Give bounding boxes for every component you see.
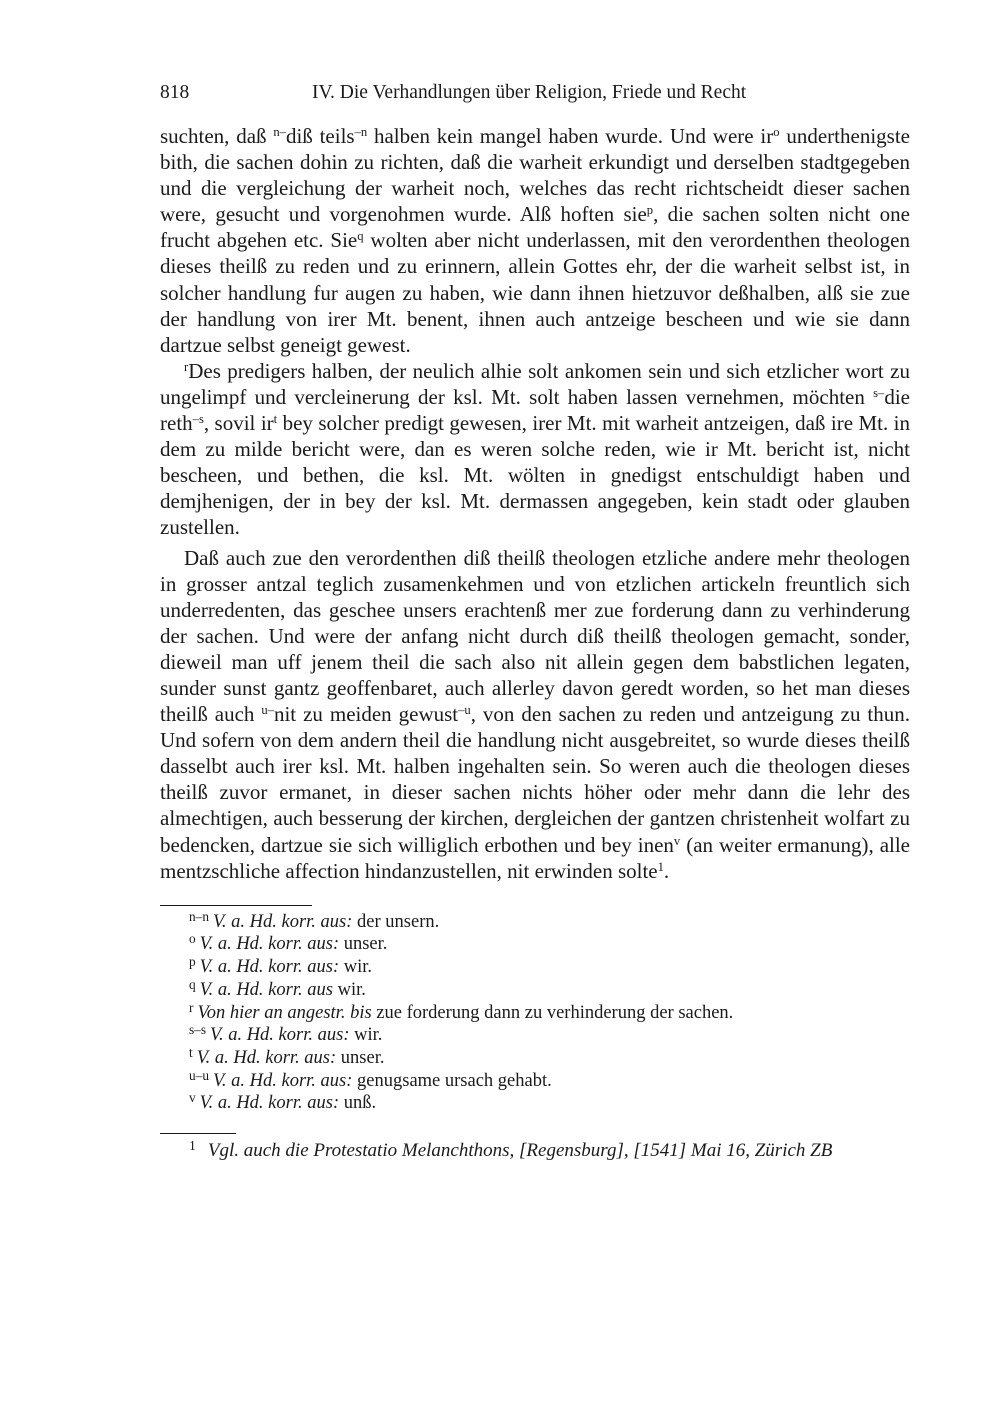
footnote (160, 1139, 910, 1163)
apparatus-marker: q (357, 229, 364, 244)
note-marker: p (189, 954, 196, 970)
text-run: (an weiter ermanung), alle mentzschliche affection hindanzustellen, nit erwinden solte (160, 832, 910, 883)
apparatus-marker: v (673, 833, 681, 848)
text-run: nit zu meiden gewust (273, 702, 459, 727)
apparatus-note (189, 933, 910, 956)
paragraph-2 (160, 358, 910, 541)
note-text: unser. (339, 934, 388, 955)
apparatus-marker: r (184, 359, 189, 374)
note-text: genugsame ursach gehabt. (352, 1070, 552, 1091)
note-italic: V. a. Hd. korr. aus: (199, 1093, 340, 1114)
note-marker: r (189, 999, 194, 1015)
note-text: unser. (336, 1047, 385, 1068)
paragraph-3 (160, 545, 910, 884)
apparatus-marker: s– (873, 386, 885, 401)
apparatus-divider (160, 905, 312, 906)
note-text: der unsern. (352, 911, 440, 932)
note-italic: V. a. Hd. korr. aus: (196, 1047, 337, 1068)
apparatus-marker: t (273, 412, 278, 427)
text-apparatus (160, 908, 910, 1115)
note-marker: u–u (189, 1067, 209, 1083)
text-run: Daß auch zue den verordenthen diß theilß theologen etzliche andere mehr theologen in grosser antzal teglich zusamenkehmen und von etzlichen artickeln freuntlich sich underredenten, das geschee unsers erachtenß mer zue forderung dann zu verhinderung der sachen. Und were der anfang nicht durch diß theilß theologen gemacht, sonder, dieweil man uff jenem theil die sach also nit allein gegen dem babstlichen legaten, sunder sunst gantz geoffenbaret, auch allerley davon geredt worden, so het man dieses theilß auch (160, 545, 910, 727)
note-text: wir. (339, 957, 372, 978)
text-run: , von den sachen zu reden und antzeigung zu thun. Und sofern von dem andern theil die handlung nicht ausgebreitet, so wurde dieses theilß dasselbt auch irer ksl. Mt. halben ingehalten sein. So weren auch die theologen dieses theilß zuvor ermanet, in dieser sachen nichts höher oder mehr dann die lehr des almechtigen, auch besserung der kirchen, dergleichen der gantzen christenheit wolfart zu bedencken, dartzue sie sich williglich erbothen und bey inen (160, 702, 910, 857)
note-italic: V. a. Hd. korr. aus: (199, 934, 340, 955)
text-run: diß teils (285, 124, 355, 148)
text-run: Des predigers halben, der neulich alhie solt ankomen sein und sich etzlicher wort zu ungelimpf und vercleinerung der ksl. Mt. solt haben lassen vernehmen, möchten (160, 358, 910, 409)
note-text: wir. (332, 979, 366, 1000)
apparatus-marker: p (646, 203, 654, 218)
text-run: underthenigste bith, die sachen dohin zu richten, daß die warheit erkundigt und derselben stadtgegeben und die vergleichung der warheit noch, welches das recht richtscheidt dieser sachen were, gesucht und vorgenohmen wurde. Alß hoften sie (160, 124, 910, 227)
apparatus-note (189, 1067, 910, 1093)
note-text: unß. (339, 1093, 377, 1114)
note-marker: v (189, 1090, 196, 1106)
note-italic: Von hier an angestr. bis (197, 1002, 372, 1023)
apparatus-marker: n– (273, 125, 286, 140)
footnote-divider (160, 1133, 236, 1134)
note-marker: o (189, 931, 196, 947)
apparatus-note (189, 956, 910, 979)
note-italic: V. a. Hd. korr. aus: (212, 911, 353, 932)
page (160, 78, 910, 1163)
main-text (160, 123, 910, 884)
running-title: IV. Die Verhandlungen über Religion, Friede und Recht (312, 82, 747, 103)
apparatus-marker: –s (192, 412, 204, 427)
footnote-text: Vgl. auch die Protestatio Melanchthons, [Regensburg], [1541] Mai 16, Zürich ZB (207, 1140, 833, 1162)
note-marker: n–n (189, 908, 209, 924)
paragraph-1 (160, 123, 910, 358)
apparatus-marker: –u (458, 703, 471, 718)
footnote-marker[interactable]: 1 (657, 859, 664, 874)
text-run: die reth (160, 384, 910, 436)
apparatus-note (189, 999, 910, 1025)
note-text: zue forderung dann zu verhinderung der sachen. (371, 1002, 734, 1023)
page-number: 818 (160, 82, 190, 103)
note-italic: V. a. Hd. korr. aus: (212, 1070, 353, 1091)
text-run: wolten aber nicht underlassen, mit den verordenthen theologen dieses theilß zu reden und zu erinnern, allein Gottes ehr, der die warheit selbst ist, in solcher handlung fur augen zu haben, wie dann ihnen hietzuvor deßhalben, alß sie zue der handlung von irer Mt. benent, ihnen auch antzeige bescheen und wie sie dann dartzue selbst geneigt gewest. (160, 228, 910, 357)
text-run: halben kein mangel haben wurde. Und were ir (367, 124, 774, 148)
footnote-number: 1 (189, 1137, 196, 1153)
apparatus-note (189, 1092, 910, 1115)
note-text: wir. (349, 1025, 383, 1046)
note-marker: s–s (189, 1022, 207, 1038)
apparatus-marker: u– (261, 703, 274, 718)
apparatus-note (189, 1044, 910, 1070)
note-marker: t (189, 1044, 193, 1060)
text-run: , sovil ir (203, 411, 274, 436)
note-italic: V. a. Hd. korr. aus: (210, 1025, 350, 1046)
apparatus-note (189, 908, 910, 934)
apparatus-note (189, 976, 910, 1002)
running-header (160, 78, 910, 108)
note-italic: V. a. Hd. korr. aus (199, 979, 333, 1000)
text-run: suchten, daß (160, 124, 274, 148)
text-run: . (663, 858, 670, 883)
text-run: , die sachen solten nicht one frucht abgehen etc. Sie (160, 202, 910, 253)
apparatus-marker: o (773, 125, 780, 140)
apparatus-note (189, 1024, 910, 1047)
text-run: bey solcher predigt gewesen, irer Mt. mit warheit antzeigen, daß ire Mt. in dem zu milde bericht were, dan es weren solche reden, wie ir Mt. bericht ist, nicht bescheen, und bethen, die ksl. Mt. wölten in gnedigst entschuldigt haben und demjhenigen, der in bey der ksl. Mt. dermassen angegeben, kein stadt oder glauben zustellen. (160, 411, 910, 540)
apparatus-marker: –n (354, 125, 368, 140)
note-marker: q (189, 976, 196, 992)
note-italic: V. a. Hd. korr. aus: (199, 957, 340, 978)
